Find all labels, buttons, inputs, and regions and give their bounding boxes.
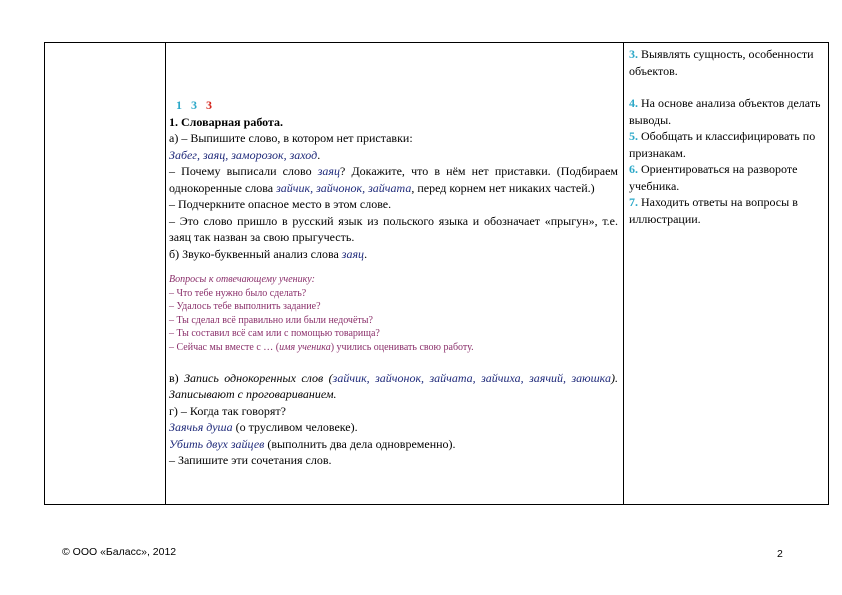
- task-number-2: 3: [191, 98, 197, 112]
- word-origin-note: – Это слово пришло в русский язык из польского языка и обозначает «прыгун», т.е. заяц так назван за свою прыгучесть.: [169, 213, 618, 244]
- task-b: б) Звуко-буквенный анализ слова заяц.: [169, 246, 368, 261]
- word-list-words: Забег, заяц, заморозок, заход: [169, 147, 318, 162]
- table-right-border: [828, 42, 829, 505]
- student-questions-title: Вопросы к отвечающему ученику:: [169, 274, 315, 285]
- word-list: Забег, заяц, заморозок, заход.: [169, 147, 321, 162]
- task-numbers: [169, 97, 618, 114]
- section-heading: 1. Словарная работа.: [169, 114, 284, 129]
- question-underline: – Подчеркните опасное место в этом слове.: [169, 197, 392, 211]
- outcome-item: 4. На основе анализа объектов делать выводы.: [629, 96, 821, 127]
- table-column-divider-1: [165, 42, 166, 505]
- lesson-content-cell: [169, 97, 618, 469]
- table-bottom-border: [44, 504, 829, 505]
- table-column-divider-2: [623, 42, 624, 505]
- question-why: – Почему выписали слово заяц? Докажите, что в нём нет приставки. (Подбираем однокоренные слова зайчик, зайчонок, зайчата, перед корнем нет никаких частей.): [169, 164, 618, 195]
- outcome-item: 7. Находить ответы на вопросы в иллюстрации.: [629, 195, 798, 226]
- outcome-item: 6. Ориентироваться на развороте учебника.: [629, 162, 798, 193]
- outcome-item: 5. Обобщать и классифицировать по признакам.: [629, 129, 816, 160]
- page-number: 2: [777, 548, 783, 560]
- idiom-2: Убить двух зайцев (выполнить два дела одновременно).: [169, 436, 456, 451]
- task-g: г) – Когда так говорят?: [169, 403, 286, 418]
- student-questions: [169, 273, 618, 355]
- student-question-last: – Сейчас мы вместе с … (имя ученика) учились оценивать свою работу.: [169, 341, 474, 353]
- table-top-border: [44, 42, 829, 43]
- student-question: – Ты сделал всё правильно или были недочёты?: [169, 314, 373, 326]
- student-question: – Что тебе нужно было сделать?: [169, 287, 307, 299]
- task-number-3: 3: [206, 98, 212, 112]
- task-a: а) – Выпишите слово, в котором нет приставки:: [169, 131, 413, 145]
- idiom-1: Заячья душа (о трусливом человеке).: [169, 420, 358, 435]
- task-v: в) Запись однокоренных слов (зайчик, зайчонок, зайчата, зайчиха, заячий, заюшка). Записывают с проговариванием.: [169, 370, 618, 402]
- copyright-footer: © ООО «Баласс», 2012: [62, 546, 177, 558]
- student-question: – Ты составил всё сам или с помощью товарища?: [169, 328, 380, 340]
- task-number-1: 1: [176, 98, 182, 112]
- outcome-item: 3. Выявлять сущность, особенности объектов.: [629, 47, 814, 78]
- table-left-border: [44, 42, 45, 505]
- student-question: – Удалось тебе выполнить задание?: [169, 301, 321, 313]
- learning-outcomes-cell: [629, 46, 825, 227]
- final-instruction: – Запишите эти сочетания слов.: [169, 453, 332, 468]
